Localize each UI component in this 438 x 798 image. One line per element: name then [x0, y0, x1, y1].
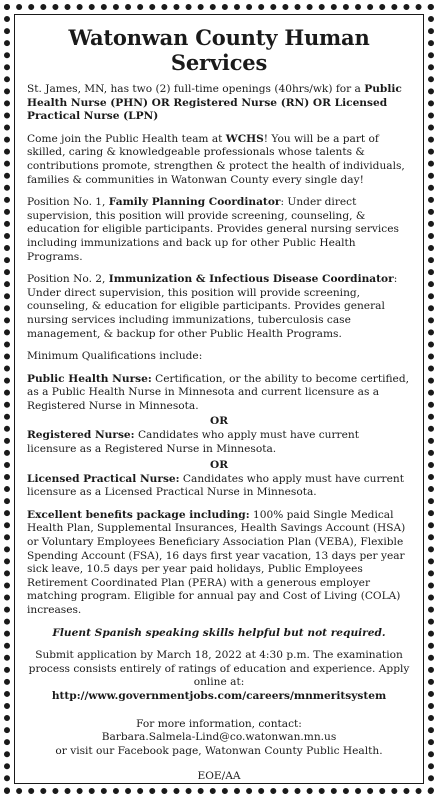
- benefits-text: 100% paid Single Medical Health Plan, Supplemental Insurances, Health Savings Account (HSA) or Voluntary Employees Beneficiary Association Plan (VEBA), Flexible Spending Account (FSA), 16 days first year vacation, 13 days per year sick leave, 10.5 days per year paid holidays, Public Employees Retirement Coordinated Plan (PERA) with a generous employer matching program. Eligible for annual pay and Cost of Living (COLA) increases.: [27, 508, 406, 616]
- phn-qualification: [27, 373, 411, 414]
- position-2-paragraph: [27, 273, 411, 341]
- or-separator-2: OR: [209, 458, 229, 471]
- facebook-line: or visit our Facebook page, Watonwan County Public Health.: [55, 744, 383, 757]
- phn-text: Certification, or the ability to become certified, as a Public Health Nurse in Minnesota and current licensure as a Registered Nurse in Minnesota.: [27, 372, 409, 412]
- positions-bold: Public Health Nurse (PHN) OR Registered Nurse (RN) OR Licensed Practical Nurse (LPN): [27, 83, 402, 123]
- position-1-title: Family Planning Coordinator: [108, 196, 281, 209]
- position-1-description: : Under direct supervision, this position will provide screening, counseling, & education for eligible participants. Provides general nursing services including immunizations and back up for other Public Health Programs.: [27, 196, 399, 263]
- benefits-paragraph: [27, 509, 411, 618]
- or-separator-1: OR: [209, 415, 229, 428]
- min-qualifications-heading: Minimum Qualifications include:: [27, 350, 203, 363]
- wchs-bold: WCHS: [225, 132, 264, 145]
- eoe-aa: EOE/AA: [197, 770, 241, 783]
- lpn-qualification: [27, 473, 411, 500]
- apply-url[interactable]: http://www.governmentjobs.com/careers/mnmeritsystem: [51, 689, 387, 702]
- rn-text: Candidates who apply must have current licensure as a Registered Nurse in Minnesota.: [27, 429, 359, 456]
- team-text-2: ! You will be a part of skilled, caring & knowledgeable professionals whose talents & contributions promote, strengthen & protect the health of individuals, families & communities in Watonwan County every single day!: [27, 132, 405, 186]
- team-text-1: Come join the Public Health team at: [27, 132, 226, 145]
- position-1-label: Position No. 1,: [27, 196, 109, 209]
- rn-label: Registered Nurse:: [27, 429, 135, 442]
- lpn-label: Licensed Practical Nurse:: [27, 472, 180, 485]
- contact-paragraph: [27, 718, 411, 759]
- phn-label: Public Health Nurse:: [27, 372, 152, 385]
- contact-email[interactable]: Barbara.Salmela-Lind@co.watonwan.mn.us: [101, 731, 337, 744]
- rn-qualification: [27, 429, 411, 456]
- ad-title: Watonwan County Human Services: [68, 25, 370, 75]
- ad-content: [14, 14, 424, 784]
- intro-paragraph: [27, 83, 411, 124]
- position-2-label: Position No. 2,: [27, 273, 109, 286]
- position-2-title: Immunization & Infectious Disease Coordinator: [108, 273, 394, 286]
- lpn-text: Candidates who apply must have current licensure as a Licensed Practical Nurse in Minnesota.: [27, 472, 404, 499]
- benefits-label: Excellent benefits package including:: [27, 508, 250, 521]
- contact-line: For more information, contact:: [136, 717, 302, 730]
- submit-paragraph: [27, 649, 411, 703]
- submit-text: Submit application by March 18, 2022 at 4:30 p.m. The examination process consists entirely of ratings of education and experience. Apply online at:: [28, 649, 410, 689]
- spanish-note: Fluent Spanish speaking skills helpful but not required.: [52, 626, 386, 639]
- position-2-description: : Under direct supervision, this position will provide screening, counseling, & education for eligible participants. Provides general nursing services including immunizations, tuberculosis case management, & backup for other Public Health Programs.: [27, 273, 398, 340]
- position-1-paragraph: [27, 196, 411, 264]
- intro-text: St. James, MN, has two (2) full-time openings (40hrs/wk) for a: [27, 83, 365, 95]
- team-paragraph: [27, 133, 411, 187]
